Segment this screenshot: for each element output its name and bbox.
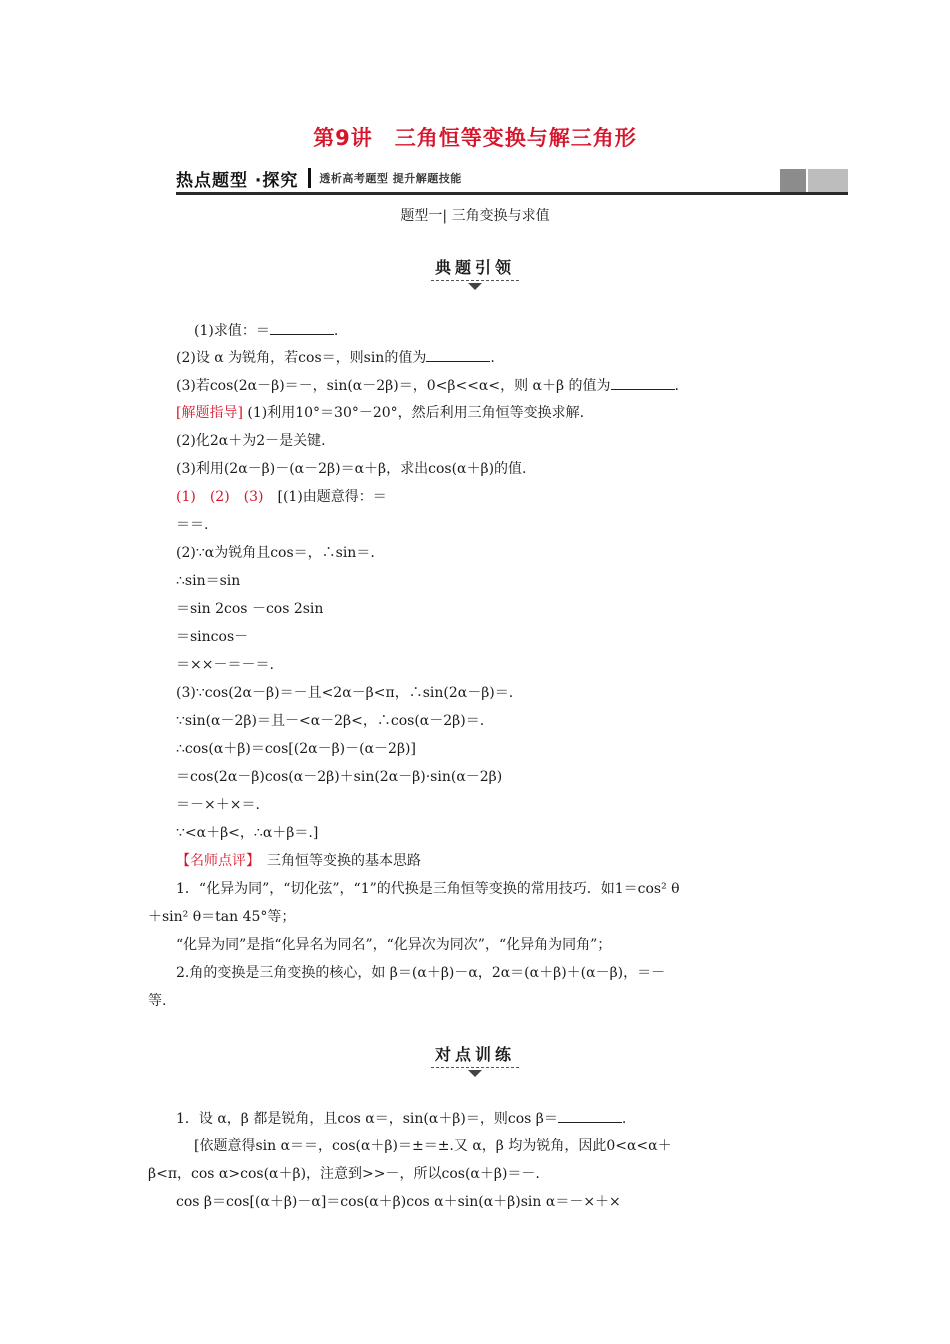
comment-line: 等.	[148, 993, 167, 1009]
banner-text-group	[176, 164, 462, 192]
banner-main-label: 热点题型 ·探究	[176, 170, 299, 191]
problem-3-end: .	[674, 378, 679, 394]
teacher-comment-title: 三角恒等变换的基本思路	[253, 853, 421, 869]
exercise-1-text: 1．设 α，β 都是锐角，且cos α＝，sin(α＋β)＝，则cos β＝	[176, 1111, 558, 1127]
question-type-heading: 题型一| 三角变换与求值	[400, 208, 550, 224]
teacher-comment	[176, 851, 421, 871]
solution-line: (2)∵α为锐角且cos＝，∴sin＝.	[176, 545, 375, 561]
down-triangle-icon	[468, 283, 482, 290]
problem-1	[194, 320, 338, 341]
answer-blank	[270, 320, 334, 335]
problem-1-end: .	[333, 323, 339, 339]
comment-line: ＋sin² θ＝tan 45°等；	[148, 909, 296, 925]
solution-line: ＝sincos－	[176, 629, 249, 645]
problem-3	[176, 375, 679, 396]
page-title: 第9讲 三角恒等变换与解三角形	[313, 126, 637, 150]
solution-line: ＝－×＋×＝.	[176, 797, 260, 813]
practice-section-heading	[0, 1042, 950, 1077]
exercise-1-end: .	[621, 1111, 627, 1127]
solution-line: ＝＝.	[176, 517, 209, 533]
answer-labels: (1) (2) (3)	[176, 489, 264, 505]
guide-line-3: (3)利用(2α－β)－(α－2β)＝α＋β，求出cos(α＋β)的值.	[176, 461, 527, 477]
solution-line: ∵<α＋β<，∴α＋β＝.]	[176, 825, 319, 841]
problem-1-text: (1)求值：＝	[194, 323, 270, 339]
solution-line: ∴cos(α＋β)＝cos[(2α－β)－(α－2β)]	[176, 741, 416, 757]
banner-decor-dark	[780, 169, 806, 192]
example-section-heading	[0, 255, 950, 290]
exercise-1	[176, 1108, 626, 1129]
problem-3-text: (3)若cos(2α－β)＝－，sin(α－2β)＝，0<β<<α<，则 α＋β 的值为	[176, 378, 611, 394]
comment-line: 2.角的变换是三角变换的核心，如 β＝(α＋β)－α，2α＝(α＋β)＋(α－β)，＝－	[176, 965, 666, 981]
solution-guide	[176, 403, 584, 423]
section-banner	[176, 164, 848, 194]
answer-blank	[611, 375, 675, 390]
banner-decor-light	[808, 169, 848, 192]
banner-divider	[308, 168, 311, 188]
problem-2-text: (2)设 α 为锐角，若cos＝，则sin的值为	[176, 350, 427, 366]
solution-line: ∴sin＝sin	[176, 573, 241, 589]
problem-2	[176, 347, 495, 368]
exercise-solution-line: [依题意得sin α＝＝，cos(α＋β)＝±＝±.又 α，β 均为锐角，因此0<α<α＋	[194, 1138, 672, 1154]
example-section-label: 典题引领	[431, 255, 519, 281]
answer-blank	[558, 1108, 622, 1123]
solution-guide-text: (1)利用10°＝30°－20°，然后利用三角恒等变换求解.	[242, 405, 585, 421]
solution-line: ＝cos(2α－β)cos(α－2β)＋sin(2α－β)·sin(α－2β)	[176, 769, 503, 785]
exercise-solution-line: cos β＝cos[(α＋β)－α]＝cos(α＋β)cos α＋sin(α＋β)sin α＝－×＋×	[176, 1194, 621, 1210]
teacher-comment-label: 【名师点评】	[176, 853, 253, 869]
practice-section-label: 对点训练	[431, 1042, 519, 1068]
answer-blank	[426, 347, 490, 362]
comment-line: “化异为同”是指“化异名为同名”，“化异次为同次”，“化异角为同角”；	[176, 937, 612, 953]
down-triangle-icon	[468, 1070, 482, 1077]
solution-guide-label: [解题指导]	[176, 405, 243, 421]
banner-subtitle: 透析高考题型 提升解题技能	[319, 172, 462, 185]
exercise-solution-line: β<π，cos α>cos(α＋β)，注意到>>－，所以cos(α＋β)＝－.	[148, 1166, 540, 1182]
answer-text: [(1)由题意得：＝	[263, 489, 387, 505]
solution-line: ＝sin 2cos －cos 2sin	[176, 601, 324, 617]
guide-line-2: (2)化2α＋为2－是关键.	[176, 433, 326, 449]
solution-line: ＝××－＝－＝.	[176, 657, 274, 673]
solution-line: ∵sin(α－2β)＝且－<α－2β<，∴cos(α－2β)＝.	[176, 713, 485, 729]
solution-line: (3)∵cos(2α－β)＝－且<2α－β<π，∴sin(2α－β)＝.	[176, 685, 514, 701]
comment-line: 1．“化异为同”，“切化弦”，“1”的代换是三角恒等变换的常用技巧．如1＝cos² θ	[176, 881, 680, 897]
answer-line	[176, 487, 387, 507]
banner-rule	[176, 192, 848, 195]
problem-2-end: .	[490, 350, 495, 366]
